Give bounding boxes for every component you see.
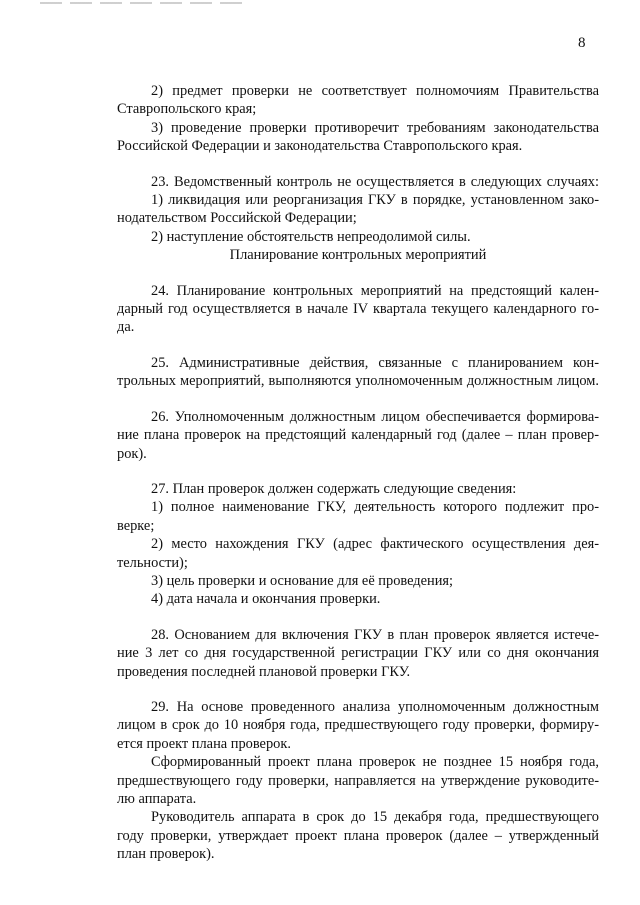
text-line: 25. Административные действия, связанные с планированием кон- <box>151 354 599 371</box>
text-line: нодательством Российской Федерации; <box>117 210 357 227</box>
text-line: 2) предмет проверки не соответствует полномочиям Правительства <box>151 83 599 99</box>
text-line: 3) проведение проверки противоречит требованиям законодательства <box>151 119 599 136</box>
text-line: 23. Ведомственный контроль не осуществляется в следующих случаях: <box>151 173 599 190</box>
document-body <box>117 82 599 864</box>
scan-artifact <box>40 2 250 4</box>
text-line: 1) полное наименование ГКУ, деятельность которого подлежит про- <box>151 499 599 516</box>
text-line: предшествующего году проверки, направляется на утверждение руководите- <box>117 772 599 789</box>
text-line: да. <box>117 319 135 336</box>
text-line: план проверок). <box>117 846 215 863</box>
text-line: 27. План проверок должен содержать следующие сведения: <box>151 480 517 497</box>
text-line: 26. Уполномоченным должностным лицом обеспечивается формирова- <box>151 408 599 425</box>
text-line: Ставропольского края; <box>117 101 257 118</box>
text-line: тельности); <box>117 554 188 571</box>
text-line: ние 3 лет со дня государственной регистрации ГКУ или со дня окончания <box>117 645 599 662</box>
section-heading: Планирование контрольных мероприятий <box>229 247 487 264</box>
text-line: 24. Планирование контрольных мероприятий на предстоящий кален- <box>151 282 599 299</box>
text-line: лю аппарата. <box>117 791 197 807</box>
text-line: рок). <box>117 445 147 462</box>
text-line: дарный год осуществляется в начале IV квартала текущего календарного го- <box>117 301 599 318</box>
text-line: трольных мероприятий, выполняются уполномоченным должностным лицом. <box>117 373 599 390</box>
text-line: году проверки, утверждает проект плана проверок (далее – утвержденный <box>117 827 599 844</box>
page-number: 8 <box>578 35 586 51</box>
text-line: 28. Основанием для включения ГКУ в план проверок является истече- <box>151 626 599 643</box>
text-line: верке; <box>117 517 155 534</box>
text-line: 3) цель проверки и основание для её проведения; <box>151 572 454 589</box>
text-line: проведения последней плановой проверки ГКУ. <box>117 663 411 680</box>
text-line: Российской Федерации и законодательства Ставропольского края. <box>117 138 523 155</box>
text-line: 2) место нахождения ГКУ (адрес фактического осуществления дея- <box>151 536 599 553</box>
text-line: ется проект плана проверок. <box>117 735 291 752</box>
text-line: Сформированный проект плана проверок не позднее 15 ноября года, <box>151 754 599 771</box>
text-line: 1) ликвидация или реорганизация ГКУ в порядке, установленном зако- <box>151 192 599 209</box>
text-line: 4) дата начала и окончания проверки. <box>151 591 381 608</box>
text-line: Руководитель аппарата в срок до 15 декабря года, предшествующего <box>151 809 599 826</box>
text-line: ние плана проверок на предстоящий календарный год (далее – план провер- <box>117 427 599 444</box>
text-line: 29. На основе проведенного анализа уполномоченным должностным <box>151 698 599 715</box>
text-line: лицом в срок до 10 ноября года, предшествующего году проверки, формиру- <box>117 717 599 734</box>
text-line: 2) наступление обстоятельств непреодолимой силы. <box>151 228 471 245</box>
